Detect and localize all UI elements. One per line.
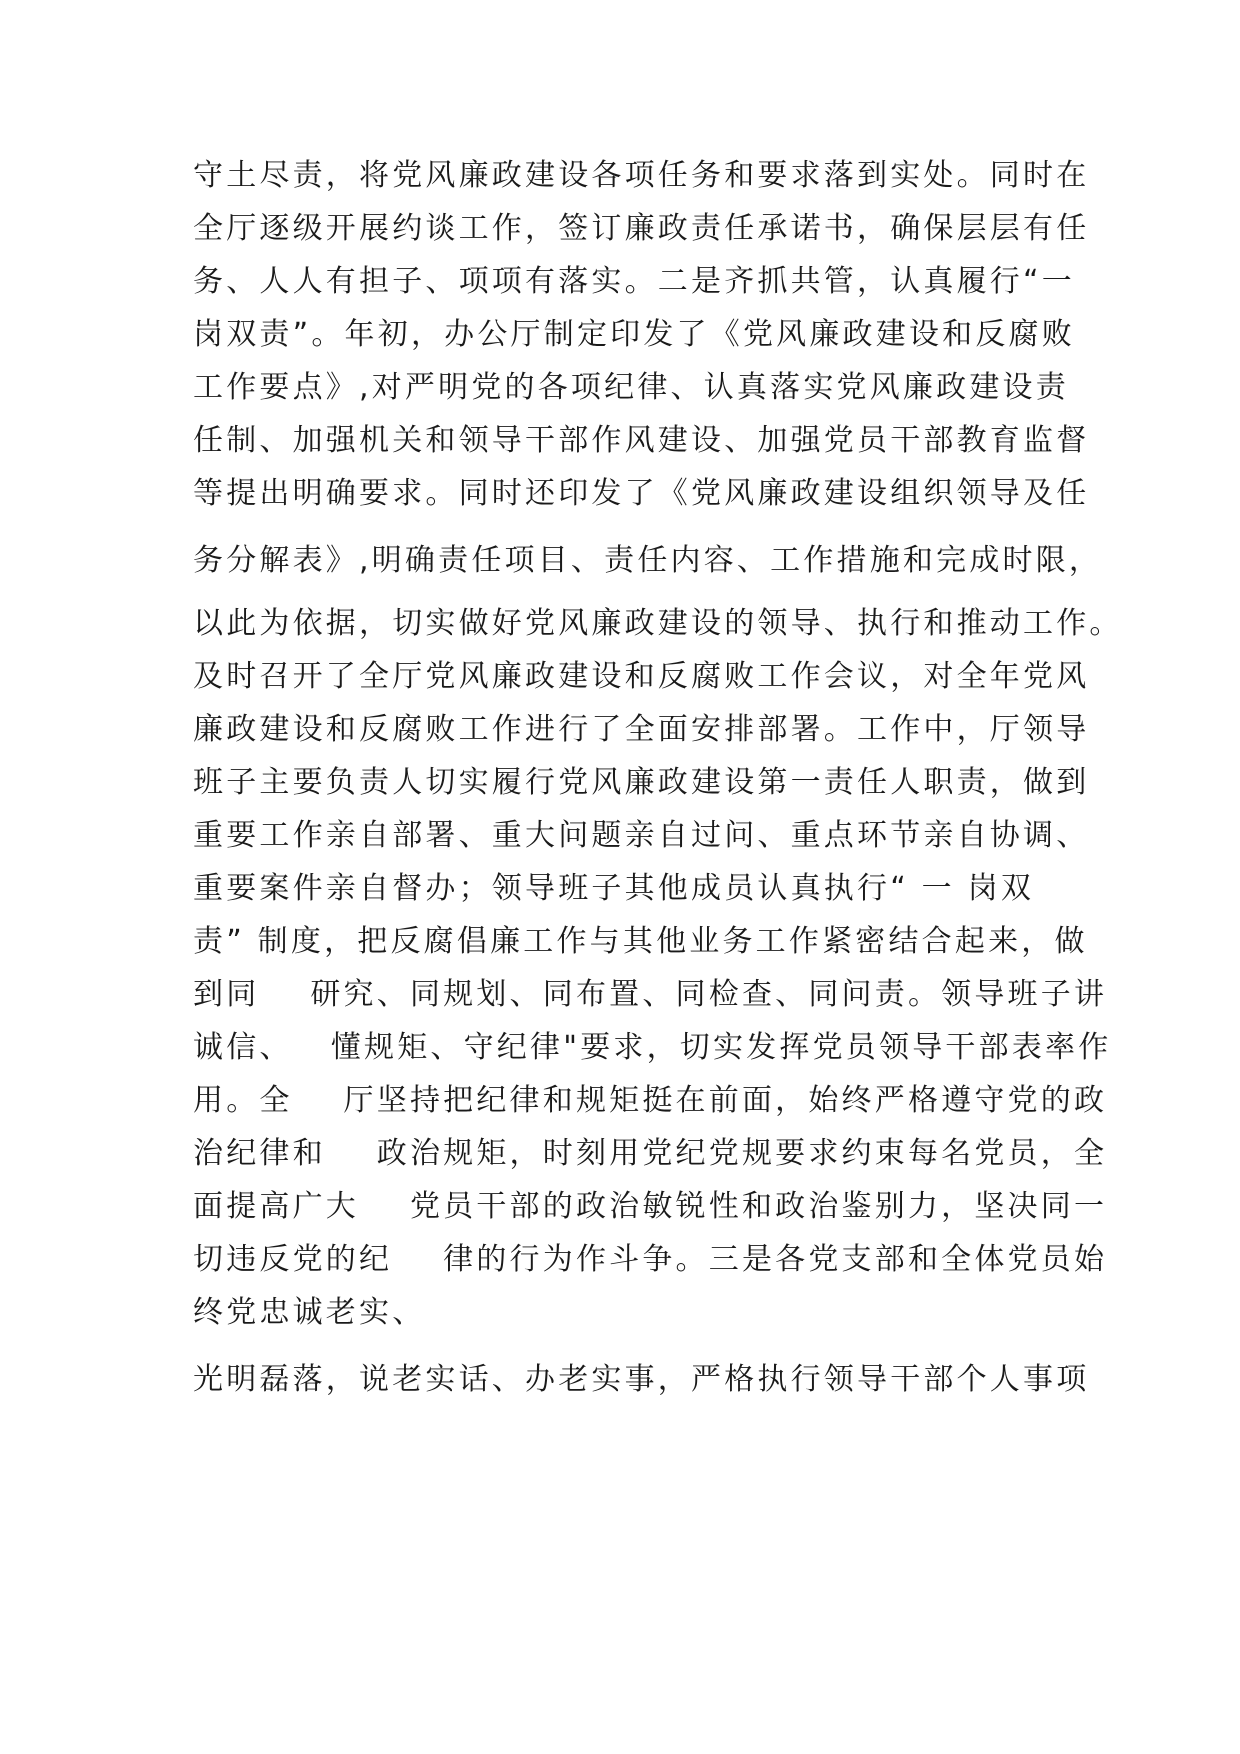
text-line: 守土尽责，将党风廉政建设各项任务和要求落到实处。同时在 xyxy=(193,158,1090,193)
text-line: 任制、加强机关和领导干部作风建设、加强党员干部教育监督 xyxy=(193,423,1090,458)
text-line: 责” 制度，把反腐倡廉工作与其他业务工作紧密结合起来，做 xyxy=(193,924,1088,959)
text-line: 到同 研究、同规划、同布置、同检查、同问责。领导班子讲 xyxy=(193,977,1108,1012)
text-line: 诚信、 懂规矩、守纪律"要求，切实发挥党员领导干部表率作 xyxy=(193,1030,1112,1065)
text-line: 等提出明确要求。同时还印发了《党风廉政建设组织领导及任 xyxy=(193,476,1090,511)
text-line: 全厅逐级开展约谈工作，签订廉政责任承诺书，确保层层有任 xyxy=(193,211,1090,246)
text-line: 用。全 厅坚持把纪律和规矩挺在前面，始终严格遵守党的政 xyxy=(193,1083,1108,1118)
text-line: 以此为依据，切实做好党风廉政建设的领导、执行和推动工作。 xyxy=(193,606,1123,641)
text-line: 及时召开了全厅党风廉政建设和反腐败工作会议，对全年党风 xyxy=(193,659,1090,694)
text-line: 岗双责”。年初，办公厅制定印发了《党风廉政建设和反腐败 xyxy=(193,317,1075,352)
text-line: 重要工作亲自部署、重大问题亲自过问、重点环节亲自协调、 xyxy=(193,818,1090,853)
text-line: 工作要点》,对严明党的各项纪律、认真落实党风廉政建设责 xyxy=(193,370,1069,405)
text-line: 务分解表》,明确责任项目、责任内容、工作措施和完成时限， xyxy=(193,543,1103,578)
text-line: 重要案件亲自督办；领导班子其他成员认真执行“ 一 岗双 xyxy=(193,871,1035,906)
text-line: 廉政建设和反腐败工作进行了全面安排部署。工作中，厅领导 xyxy=(193,712,1090,747)
text-line: 务、人人有担子、项项有落实。二是齐抓共管，认真履行“一 xyxy=(193,264,1075,299)
text-line: 光明磊落，说老实话、办老实事，严格执行领导干部个人事项 xyxy=(193,1362,1090,1397)
text-line: 面提高广大 党员干部的政治敏锐性和政治鉴别力，坚决同一 xyxy=(193,1189,1108,1224)
text-line: 切违反党的纪 律的行为作斗争。三是各党支部和全体党员始 xyxy=(193,1242,1108,1277)
text-line: 班子主要负责人切实履行党风廉政建设第一责任人职责，做到 xyxy=(193,765,1090,800)
text-line: 终党忠诚老实、 xyxy=(193,1295,426,1330)
text-line: 治纪律和 政治规矩，时刻用党纪党规要求约束每名党员，全 xyxy=(193,1136,1108,1171)
